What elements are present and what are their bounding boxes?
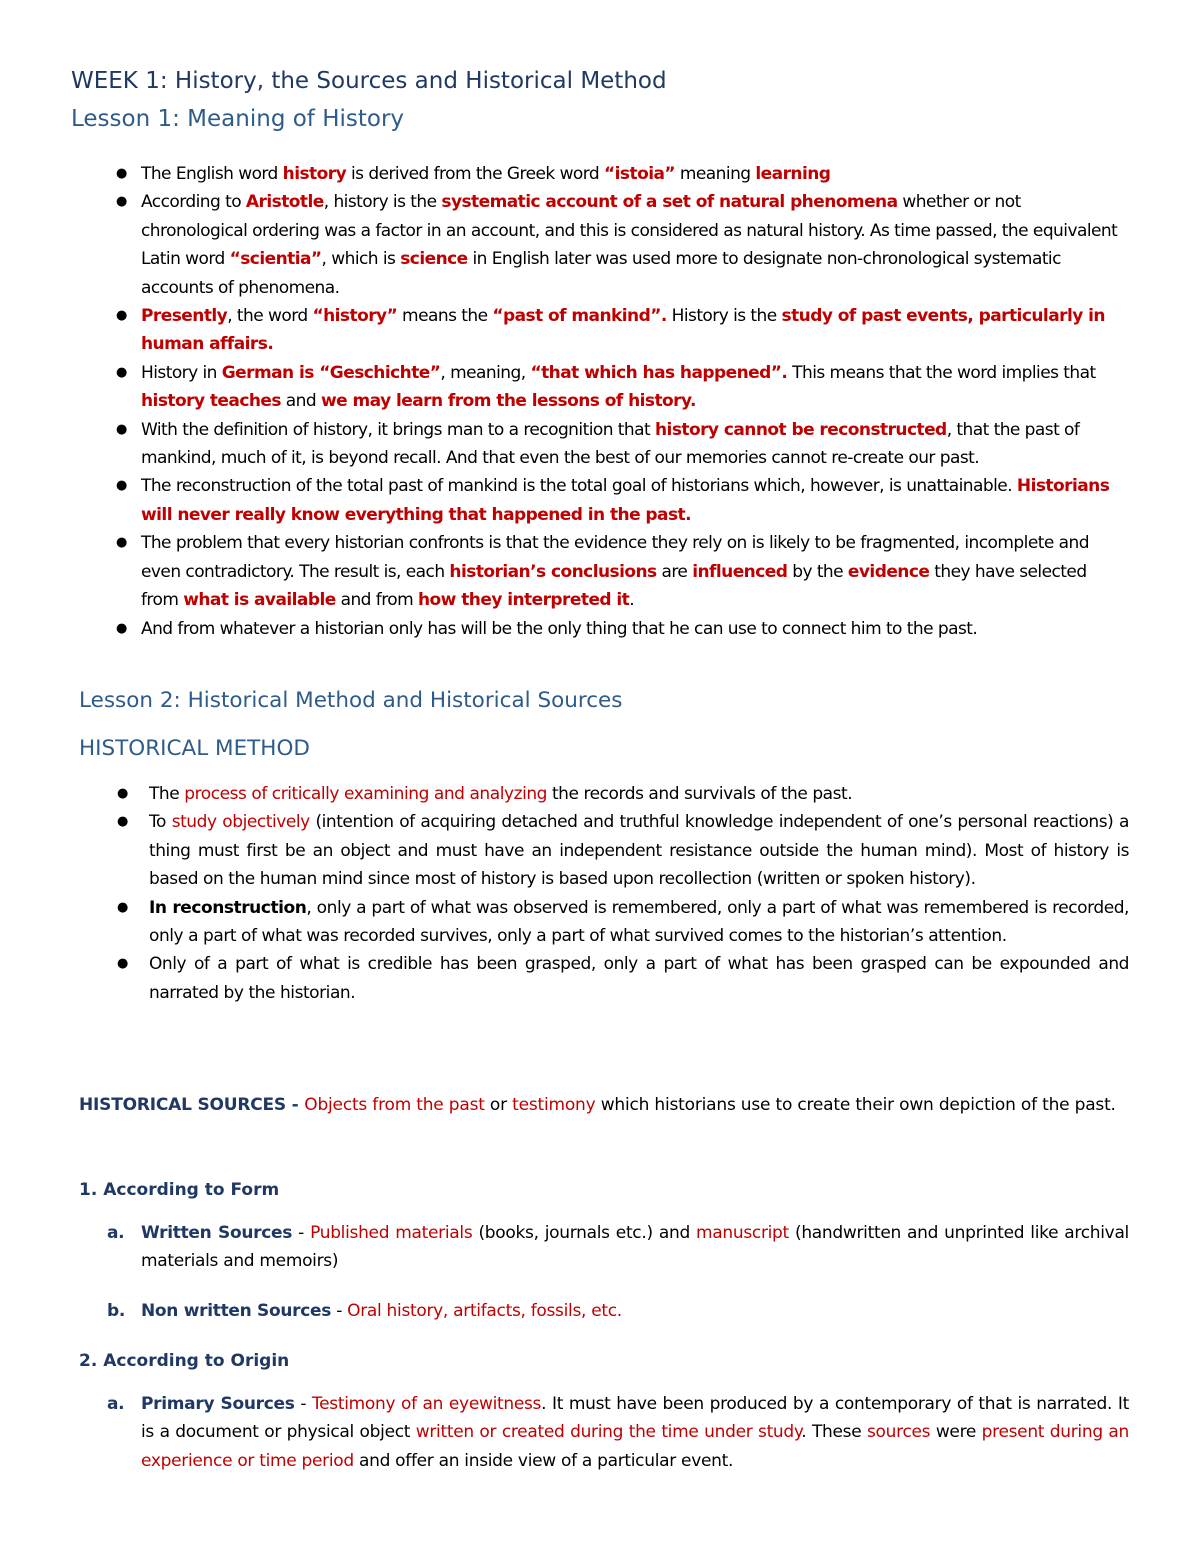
list-item	[0, 894, 1129, 951]
text-run: , the word	[227, 306, 313, 327]
text-run: study objectively	[171, 812, 310, 833]
list-item	[0, 808, 1129, 893]
bullet-icon: ●	[116, 308, 127, 324]
list-item	[0, 416, 1121, 473]
text-run: “past of mankind”.	[492, 306, 667, 327]
text-run: , only a part of what was observed is remembered, only a part of what was remembered is recorded, only a part of what was recorded survives, only a part of what survived comes to the historian’s attention.	[149, 897, 1129, 947]
primary-sources-item	[107, 1390, 1129, 1475]
bullet-icon: ●	[116, 535, 127, 551]
text-run: Aristotle	[245, 192, 324, 213]
text-run: , which is	[321, 249, 401, 270]
text-run: meaning	[675, 164, 756, 184]
text-run: History is the	[666, 306, 782, 327]
text-run: science	[400, 249, 468, 270]
text-run: (books, journals etc.) and	[472, 1223, 697, 1243]
text-run: “that which has happened”.	[530, 362, 788, 383]
text-run: evidence	[847, 561, 930, 582]
text-run: Only of a part of what is credible has been grasped, only a part of what has been grasped can be expounded and narrated by the historian.	[149, 954, 1129, 1003]
text-run: -	[292, 1223, 311, 1243]
list-item	[0, 529, 1121, 614]
text-run: history teaches	[141, 391, 281, 412]
text-run: written or created during the time under study	[415, 1422, 802, 1443]
text-run: Non written Sources	[141, 1301, 332, 1321]
list-item	[0, 472, 1121, 529]
text-run: history cannot be reconstructed	[654, 419, 947, 440]
text-run: , meaning,	[440, 362, 531, 383]
text-run: the records and survivals of the past.	[547, 784, 853, 804]
text-run: , that the past of mankind, much of it, is beyond recall. And that even the best of our memories cannot re-create our past.	[141, 419, 1080, 469]
text-run: According to	[141, 192, 246, 213]
text-run: were	[930, 1422, 982, 1443]
text-run: And from whatever a historian only has will be the only thing that he can use to connect him to the past.	[141, 618, 978, 639]
bullet-icon: ●	[116, 364, 127, 380]
bullet-icon: ●	[116, 478, 127, 494]
item-letter: a.	[107, 1394, 125, 1414]
text-run: by the	[787, 561, 848, 582]
according-to-form-heading: 1. According to Form	[79, 1180, 280, 1200]
text-run: history	[282, 164, 347, 184]
text-run: German is “Geschichte”	[221, 362, 441, 383]
text-run: systematic account of a set of natural phenomena	[441, 192, 898, 213]
text-run: process of critically examining and analyzing	[184, 784, 548, 804]
text-run: “history”	[312, 306, 398, 327]
text-run: .	[629, 590, 635, 611]
text-run: History in	[141, 362, 222, 383]
week-title: WEEK 1: History, the Sources and Historical Method	[71, 68, 667, 94]
text-run: whether or not chronological ordering was a factor in an account, and this is considered as natural history. As time passed, the equivalent Latin word	[141, 192, 1118, 270]
text-run: Presently	[141, 306, 228, 327]
bullet-icon: ●	[117, 899, 128, 915]
list-item	[0, 780, 1129, 808]
lesson-1-bullet-list	[0, 160, 1200, 643]
text-run: and from	[335, 590, 418, 611]
text-run: study of past events, particularly in human affairs.	[141, 306, 1105, 355]
text-run: are	[656, 561, 693, 582]
text-run: which historians use to create their own depiction of the past.	[595, 1095, 1116, 1115]
text-run: or	[484, 1095, 513, 1115]
bullet-icon: ●	[117, 956, 128, 972]
text-run: Objects from the past	[304, 1095, 485, 1115]
list-item	[0, 615, 1121, 643]
text-run: In reconstruction	[149, 897, 307, 918]
text-run: The problem that every historian confronts is that the evidence they rely on is likely to be fragmented, incomplete and even contradictory. The result is, each	[141, 533, 1089, 582]
bullet-icon: ●	[116, 194, 127, 210]
item-letter: a.	[107, 1223, 125, 1243]
text-run: -	[294, 1394, 312, 1414]
text-run: The English word	[141, 164, 283, 184]
lesson-1-title: Lesson 1: Meaning of History	[71, 106, 405, 132]
list-item	[0, 950, 1129, 1007]
bullet-icon: ●	[116, 421, 127, 437]
text-run: -	[331, 1301, 348, 1321]
bullet-icon: ●	[117, 814, 128, 830]
historical-sources-definition	[79, 1091, 1129, 1120]
text-run: Written Sources	[141, 1223, 293, 1243]
text-run: historian’s conclusions	[449, 561, 657, 582]
text-run: With the definition of history, it brings man to a recognition that	[141, 419, 655, 440]
text-run: . It must have been produced by a contemporary of that is narrated. It is a document or physical object	[141, 1394, 1129, 1443]
text-run: HISTORICAL SOURCES -	[79, 1095, 305, 1115]
text-run: “scientia”	[229, 249, 322, 270]
text-run: Oral history, artifacts, fossils, etc.	[347, 1301, 622, 1321]
bullet-icon: ●	[117, 786, 128, 801]
non-written-sources-item	[107, 1297, 1129, 1325]
text-run: . These	[801, 1422, 867, 1443]
text-run: influenced	[692, 561, 788, 582]
text-run: Historians will never really know everything that happened in the past.	[141, 476, 1110, 525]
text-run: manuscript	[696, 1223, 789, 1243]
text-run: means the	[397, 306, 493, 327]
text-run: Testimony of an eyewitness	[311, 1394, 542, 1414]
text-run: , history is the	[323, 192, 442, 213]
list-item	[0, 188, 1121, 302]
text-run: what is available	[183, 590, 336, 611]
text-run: Published materials	[310, 1223, 473, 1243]
text-run: is derived from the Greek word	[346, 164, 605, 184]
text-run: (intention of acquiring detached and truthful knowledge independent of one’s personal reactions) a thing must first be an object and must have an independent resistance outside the human mind). Most of history is based on the human mind since most of history is based upon recollection (written or spoken history).	[149, 812, 1129, 890]
list-item	[0, 160, 1121, 188]
list-item	[0, 302, 1121, 359]
historical-method-bullet-list	[0, 780, 1200, 1007]
item-letter: b.	[107, 1301, 126, 1321]
text-run: present during an experience or time period	[141, 1422, 1130, 1471]
text-run: we may learn from the lessons of history.	[321, 391, 696, 412]
list-item	[0, 359, 1121, 416]
text-run: (handwritten and unprinted like archival materials and memoirs)	[141, 1223, 1129, 1272]
text-run: “istoia”	[604, 164, 676, 184]
text-run: and	[280, 391, 321, 412]
lesson-2-title: Lesson 2: Historical Method and Historical Sources	[79, 688, 623, 713]
text-run: testimony	[512, 1095, 596, 1115]
text-run: To	[149, 812, 172, 833]
text-run: sources	[867, 1422, 931, 1443]
historical-method-heading: HISTORICAL METHOD	[79, 736, 310, 761]
written-sources-item	[107, 1219, 1129, 1276]
bullet-icon: ●	[116, 166, 127, 181]
text-run: how they interpreted it	[418, 590, 630, 611]
text-run: This means that the word implies that	[787, 362, 1096, 383]
text-run: Primary Sources	[141, 1394, 295, 1414]
text-run: they have selected from	[141, 561, 1087, 611]
text-run: and offer an inside view of a particular event.	[353, 1450, 734, 1471]
text-run: in English later was used more to designate non-chronological systematic accounts of phenomena.	[141, 249, 1061, 298]
text-run: learning	[755, 164, 831, 184]
according-to-origin-heading: 2. According to Origin	[79, 1351, 290, 1371]
bullet-icon: ●	[116, 620, 127, 636]
text-run: The reconstruction of the total past of mankind is the total goal of historians which, however, is unattainable.	[141, 476, 1017, 497]
text-run: The	[149, 784, 185, 804]
